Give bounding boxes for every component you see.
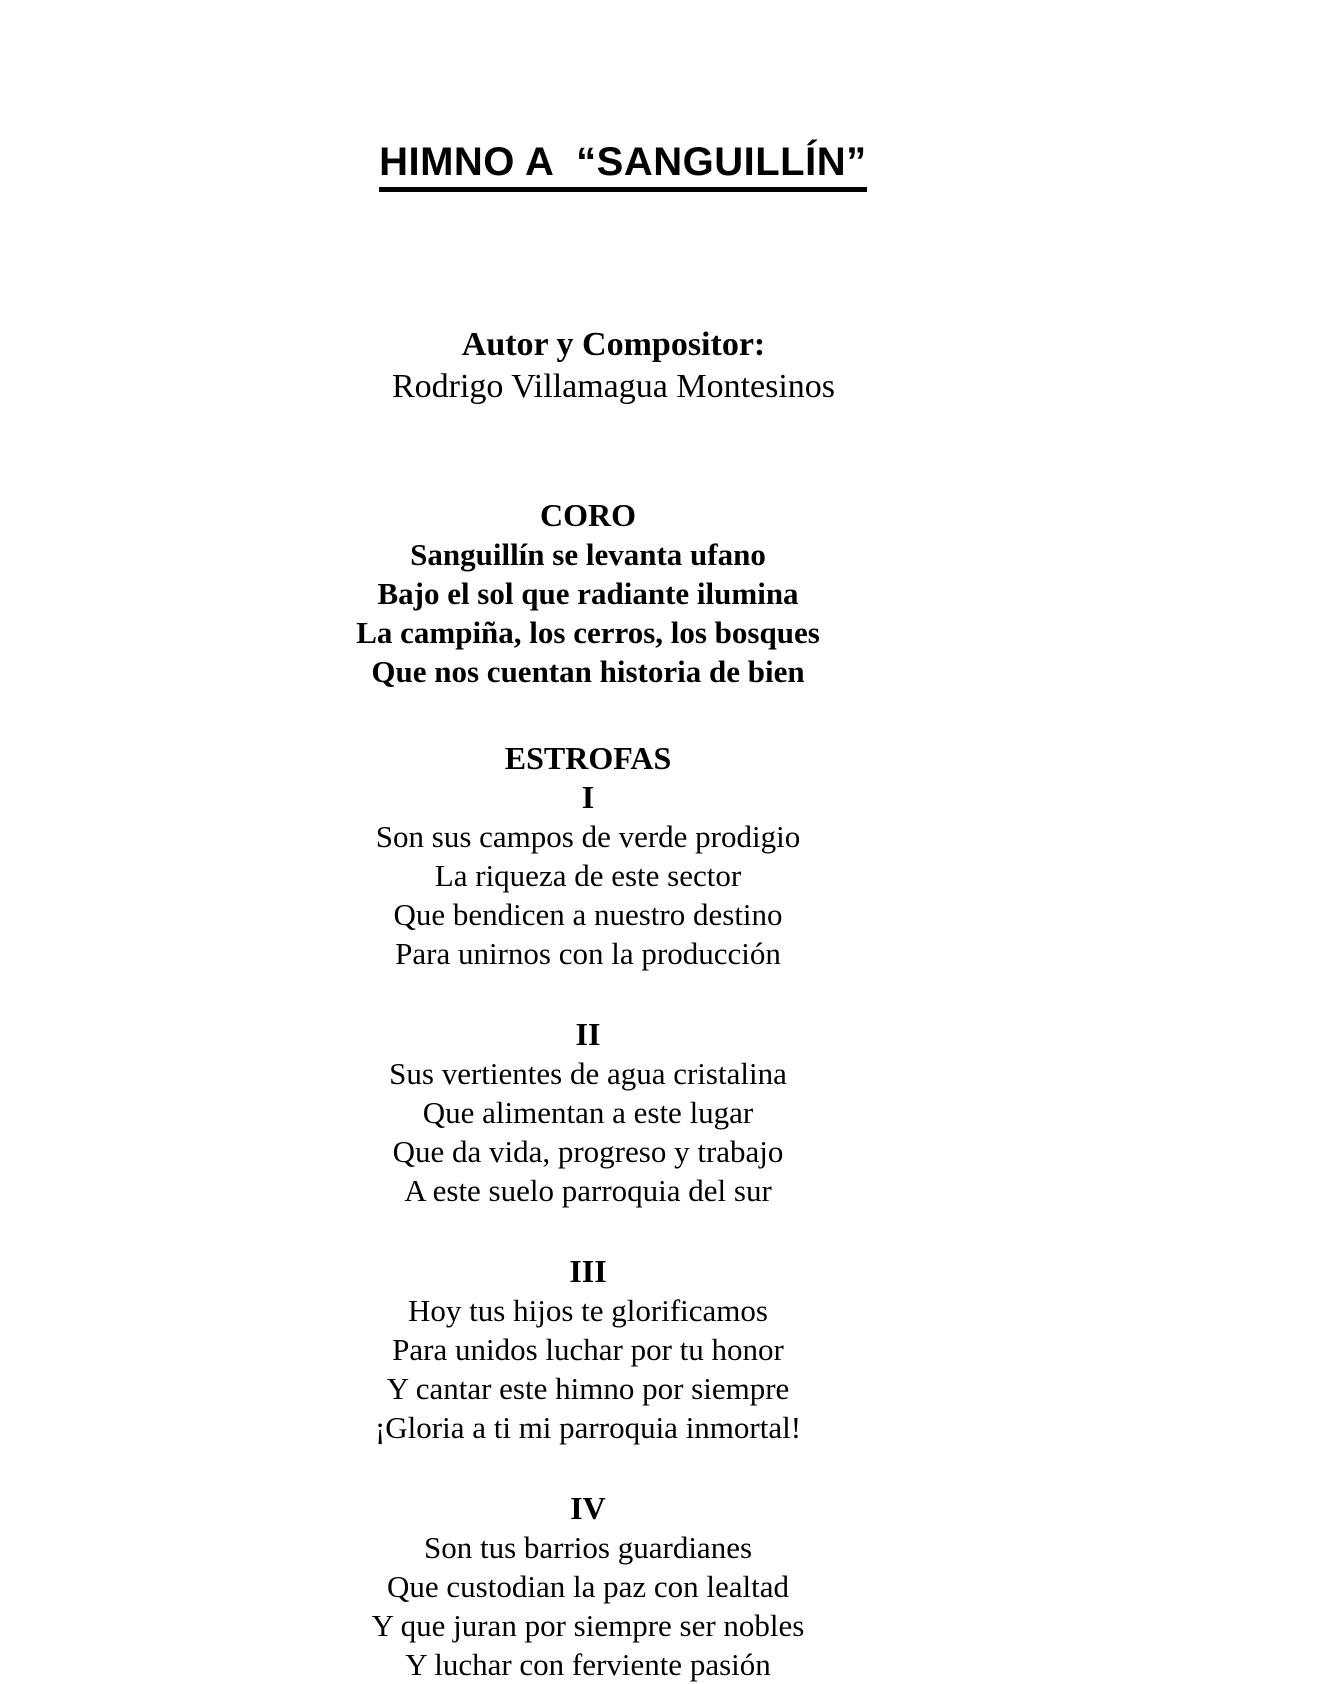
stanza-numeral: IV [570, 1490, 606, 1526]
verse-line: Y cantar este himno por siempre [386, 1371, 790, 1406]
stanza-numeral: III [569, 1253, 607, 1289]
verse-line: Que bendicen a nuestro destino [393, 897, 783, 932]
verse-line: La riqueza de este sector [434, 858, 742, 893]
verse-line: Para unidos luchar por tu honor [392, 1332, 784, 1367]
document-title [0, 90, 1176, 234]
coro-heading: CORO [540, 497, 636, 533]
estrofas-section [0, 739, 1176, 1684]
stanza-1 [0, 778, 1176, 973]
author-line [0, 282, 1176, 450]
stanza-numeral: I [581, 779, 595, 815]
verse-line: A este suelo parroquia del sur [404, 1173, 772, 1208]
verse-line: ¡Gloria a ti mi parroquia inmortal! [374, 1410, 802, 1445]
verse-line: Y que juran por siempre ser nobles [371, 1608, 805, 1643]
stanza-numeral: II [575, 1016, 601, 1052]
coro-line: Sanguillín se levanta ufano [410, 537, 766, 572]
verse-line: Que da vida, progreso y trabajo [392, 1134, 784, 1169]
coro-section [0, 496, 1176, 691]
coro-line: La campiña, los cerros, los bosques [356, 615, 820, 650]
estrofas-heading: ESTROFAS [504, 740, 672, 776]
text-column [0, 90, 1176, 1684]
verse-line: Para unirnos con la producción [395, 936, 781, 971]
verse-line: Y luchar con ferviente pasión [405, 1647, 771, 1682]
verse-line: Son sus campos de verde prodigio [375, 819, 801, 854]
stanza-4 [0, 1489, 1176, 1684]
stanza-2 [0, 1015, 1176, 1210]
document-title-text: HIMNO A “SANGUILLÍN” [379, 140, 867, 192]
verse-line: Que alimentan a este lugar [422, 1095, 754, 1130]
coro-line: Que nos cuentan historia de bien [371, 654, 805, 689]
author-label: Autor y Compositor: [461, 326, 766, 363]
verse-line: Son tus barrios guardianes [423, 1530, 753, 1565]
stanza-3 [0, 1252, 1176, 1447]
author-name: Rodrigo Villamagua Montesinos [391, 368, 836, 405]
coro-line: Bajo el sol que radiante ilumina [377, 576, 799, 611]
verse-line: Que custodian la paz con lealtad [387, 1569, 789, 1604]
verse-line: Sus vertientes de agua cristalina [389, 1056, 787, 1091]
verse-line: Hoy tus hijos te glorificamos [408, 1293, 768, 1328]
